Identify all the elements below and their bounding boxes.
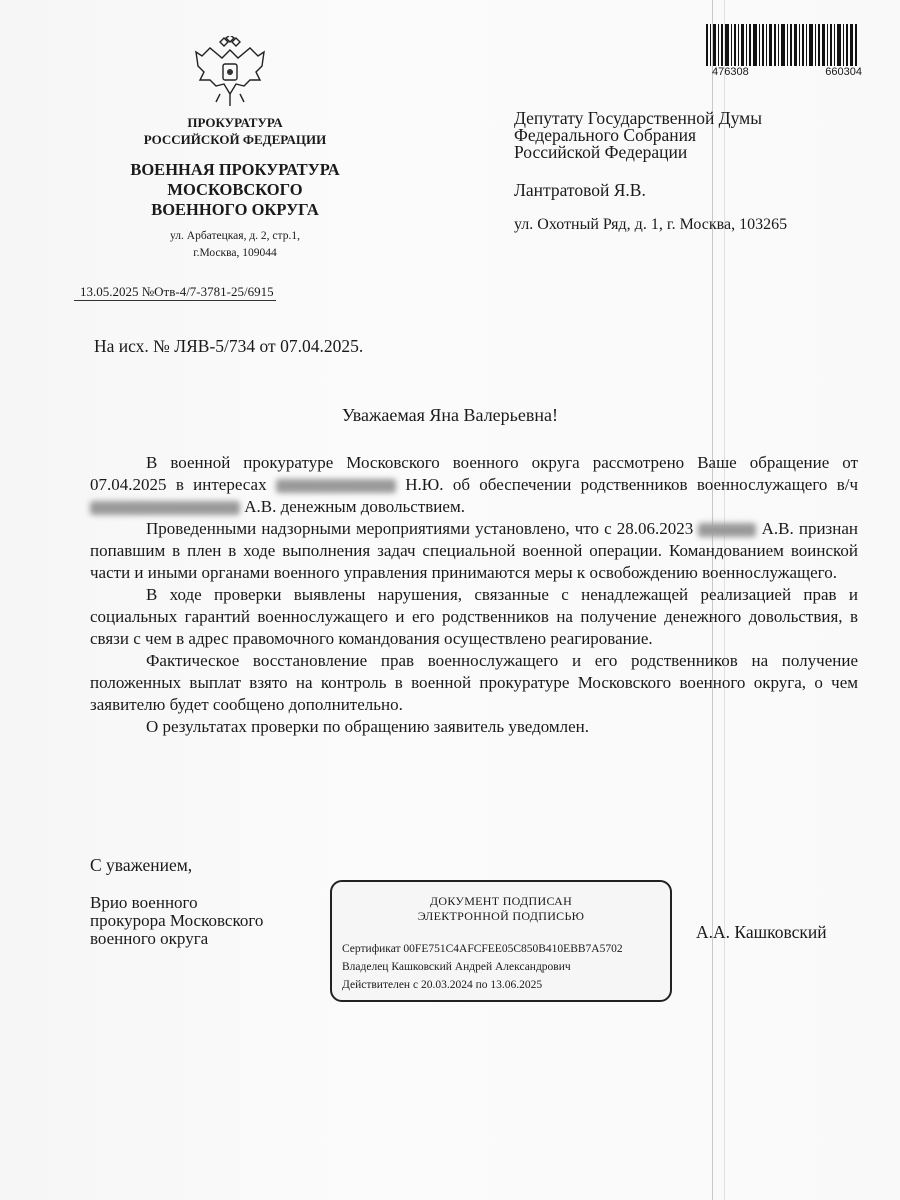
paragraph-2-a: Проведенными надзорными мероприятиями установлено, что с 28.06.2023 <box>146 519 694 538</box>
org-line-2: РОССИЙСКОЙ ФЕДЕРАЦИИ <box>143 132 327 147</box>
barcode-left-number: 476308 <box>712 66 749 78</box>
redacted-unit-name <box>90 501 240 515</box>
signer-title <box>90 894 263 948</box>
paragraph-4: Фактическое восстановление прав военнослужащего и его родственников на получение положенных выплат взято на контроль в военной прокуратуре Московского военного округа, о чем заявителю будет сообщено дополнительно. <box>90 651 858 714</box>
stamp-title <box>332 894 670 924</box>
paragraph-5: О результатах проверки по обращению заявитель уведомлен. <box>146 717 590 736</box>
stamp-validity: Действителен с 20.03.2024 по 13.06.2025 <box>342 979 543 991</box>
signer-title-line-1: Врио военного <box>90 893 198 912</box>
closing: С уважением, <box>90 855 193 875</box>
recipient-line-1: Депутату Государственной Думы <box>514 108 762 128</box>
recipient-name: Лантратовой Я.В. <box>514 180 646 200</box>
coat-of-arms-icon <box>190 36 270 108</box>
greeting: Уважаемая Яна Валерьевна! <box>342 405 558 425</box>
electronic-signature-stamp <box>330 880 672 1002</box>
paragraph-1-b: Н.Ю. об обеспечении родственников военнослужащего в/ч <box>405 475 859 494</box>
recipient-line-3: Российской Федерации <box>514 142 688 162</box>
paragraph-1 <box>90 452 858 518</box>
letter-body <box>90 452 858 738</box>
sender-organization <box>90 114 380 148</box>
registration-date: 13.05.2025 <box>80 284 139 299</box>
signer-title-line-3: военного округа <box>90 929 209 948</box>
paragraph-1-c: А.В. денежным довольствием. <box>244 497 465 516</box>
address-line-1: ул. Арбатецкая, д. 2, стр.1, <box>170 230 300 242</box>
org-line-1: ПРОКУРАТУРА <box>187 115 283 130</box>
redacted-surname <box>698 523 756 537</box>
signer-title-line-2: прокурора Московского <box>90 911 264 930</box>
recipient-title <box>514 110 762 161</box>
redacted-name <box>276 479 396 493</box>
stamp-owner: Владелец Кашковский Андрей Александрович <box>342 961 571 973</box>
reference-line: На исх. № ЛЯВ-5/734 от 07.04.2025. <box>94 336 364 356</box>
paragraph-1-a: В военной прокуратуре Московского военного округа рассмотрено Ваше обращение от 07.04.2025 в интересах <box>90 453 858 494</box>
stamp-title-line-2: ЭЛЕКТРОННОЙ ПОДПИСЬЮ <box>417 909 585 923</box>
stamp-title-line-1: ДОКУМЕНТ ПОДПИСАН <box>429 894 573 908</box>
dept-line-1: ВОЕННАЯ ПРОКУРАТУРА <box>130 160 340 179</box>
paragraph-3: В ходе проверки выявлены нарушения, связанные с ненадлежащей реализацией прав и социальных гарантий военнослужащего и его родственников на получение денежного довольствия, в связи с чем в адрес правомочного командования осуществлено реагирование. <box>90 585 858 648</box>
paragraph-2 <box>90 518 858 584</box>
paragraph-2-b: А.В. признан попавшим в плен в ходе выполнения задач специальной военной операции. Командованием воинской части и иными органами военного управления принимаются меры к освобождению военнослужащего. <box>90 519 858 582</box>
dept-line-2: МОСКОВСКОГО <box>167 180 303 199</box>
sender-department <box>90 160 380 220</box>
address-line-2: г.Москва, 109044 <box>193 247 277 259</box>
barcode-icon <box>704 24 860 66</box>
barcode-numbers <box>712 66 862 78</box>
dept-line-3: ВОЕННОГО ОКРУГА <box>151 200 319 219</box>
stamp-certificate: Сертификат 00FE751C4AFCFEE05C850B410EBB7A5702 <box>342 943 623 955</box>
stamp-details <box>342 940 623 994</box>
recipient-address: ул. Охотный Ряд, д. 1, г. Москва, 103265 <box>514 216 788 233</box>
signer-name: А.А. Кашковский <box>696 922 827 942</box>
barcode-right-number: 660304 <box>825 66 862 78</box>
registration-number: №Отв-4/7-3781-25/6915 <box>141 284 274 299</box>
registration-line <box>74 284 276 301</box>
sender-address <box>90 228 380 262</box>
recipient-line-2: Федерального Собрания <box>514 125 697 145</box>
